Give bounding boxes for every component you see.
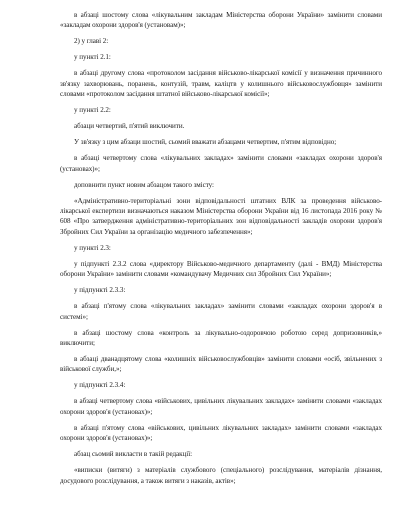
paragraph: в абзаці четвертому слова «військових, цивільних лікувальних закладах» замінити словами «закладах охорони здоров'я (установах)»;	[60, 397, 382, 416]
paragraph: в абзаці другому слова «протоколом засідання військово-лікарської комісії у визначення причинного зв'язку захворювань, поранень, контузій, травм, каліцтв у колишнього військовослужбовця» замінити словами «протоколом засідання штатної військово-лікарської комісії»;	[60, 69, 382, 99]
paragraph: у пункті 2.2:	[74, 106, 111, 115]
paragraph: в абзаці п'ятому слова «лікувальних закладах» замінити словами «закладах охорони здоров'я в системі»;	[60, 302, 382, 321]
paragraph: абзац сьомий викласти в такій редакції:	[74, 450, 193, 459]
paragraph: у пункті 2.1:	[74, 53, 111, 62]
paragraph: у підпункті 2.3.3:	[74, 286, 126, 295]
paragraph: в абзаці шостому слова «контроль за лікувально-оздоровчою роботою серед допризовників,» виключити;	[60, 328, 382, 348]
paragraph: доповнити пункт новим абзацом такого змісту:	[74, 180, 214, 189]
paragraph: «Адміністративно-територіальні зони відповідальності штатних ВЛК за проведення військово-лікарської експертизи визначаються наказом Міністерства оборони України від 16 листопада 2016 року № 608 «Про затвердження адміністративно-територіальних зон відповідальності закладів охорони здоров'я Збройних Сил України за організацію медичного забезпечення»;	[60, 196, 382, 236]
paragraph: в абзаці шостому слова «лікувальним закладам Міністерства оборони України» замінити словами «закладам охорони здоров'я (установам)»;	[60, 11, 382, 30]
paragraph: у підпункті 2.3.2 слова «директору Військово-медичного департаменту (далі - ВМД) Міністерства оборони України» замінити словами «командувачу Медичних сил Збройних Сил України»;	[60, 259, 382, 279]
paragraph: 2) у главі 2:	[74, 37, 109, 46]
paragraph: У зв'язку з цим абзаци шостий, сьомий вважати абзацами четвертим, п'ятим відповідно;	[74, 138, 337, 147]
paragraph: в абзаці дванадцятому слова «колишніх військовослужбовців» замінити словами «осіб, звільнених з військової служби,»;	[60, 355, 382, 374]
paragraph: у підпункті 2.3.4:	[74, 381, 126, 390]
paragraph: в абзаці п'ятому слова «військових, цивільних лікувальних закладах» замінити словами «закладах охорони здоров'я (установах)»;	[60, 423, 382, 443]
paragraph: в абзаці четвертому слова «лікувальних закладах» замінити словами «закладах охорони здоров'я (установах)»;	[60, 154, 382, 173]
paragraph: у пункті 2.3:	[74, 243, 111, 252]
paragraph: абзаци четвертий, п'ятий виключити.	[74, 122, 185, 131]
document-page	[60, 10, 382, 489]
paragraph: «виписки (витяги) з матеріалів службового (спеціального) розслідування, матеріалів дізнання, досудового розслідування, а також витяги з наказів, актів»;	[60, 466, 382, 485]
